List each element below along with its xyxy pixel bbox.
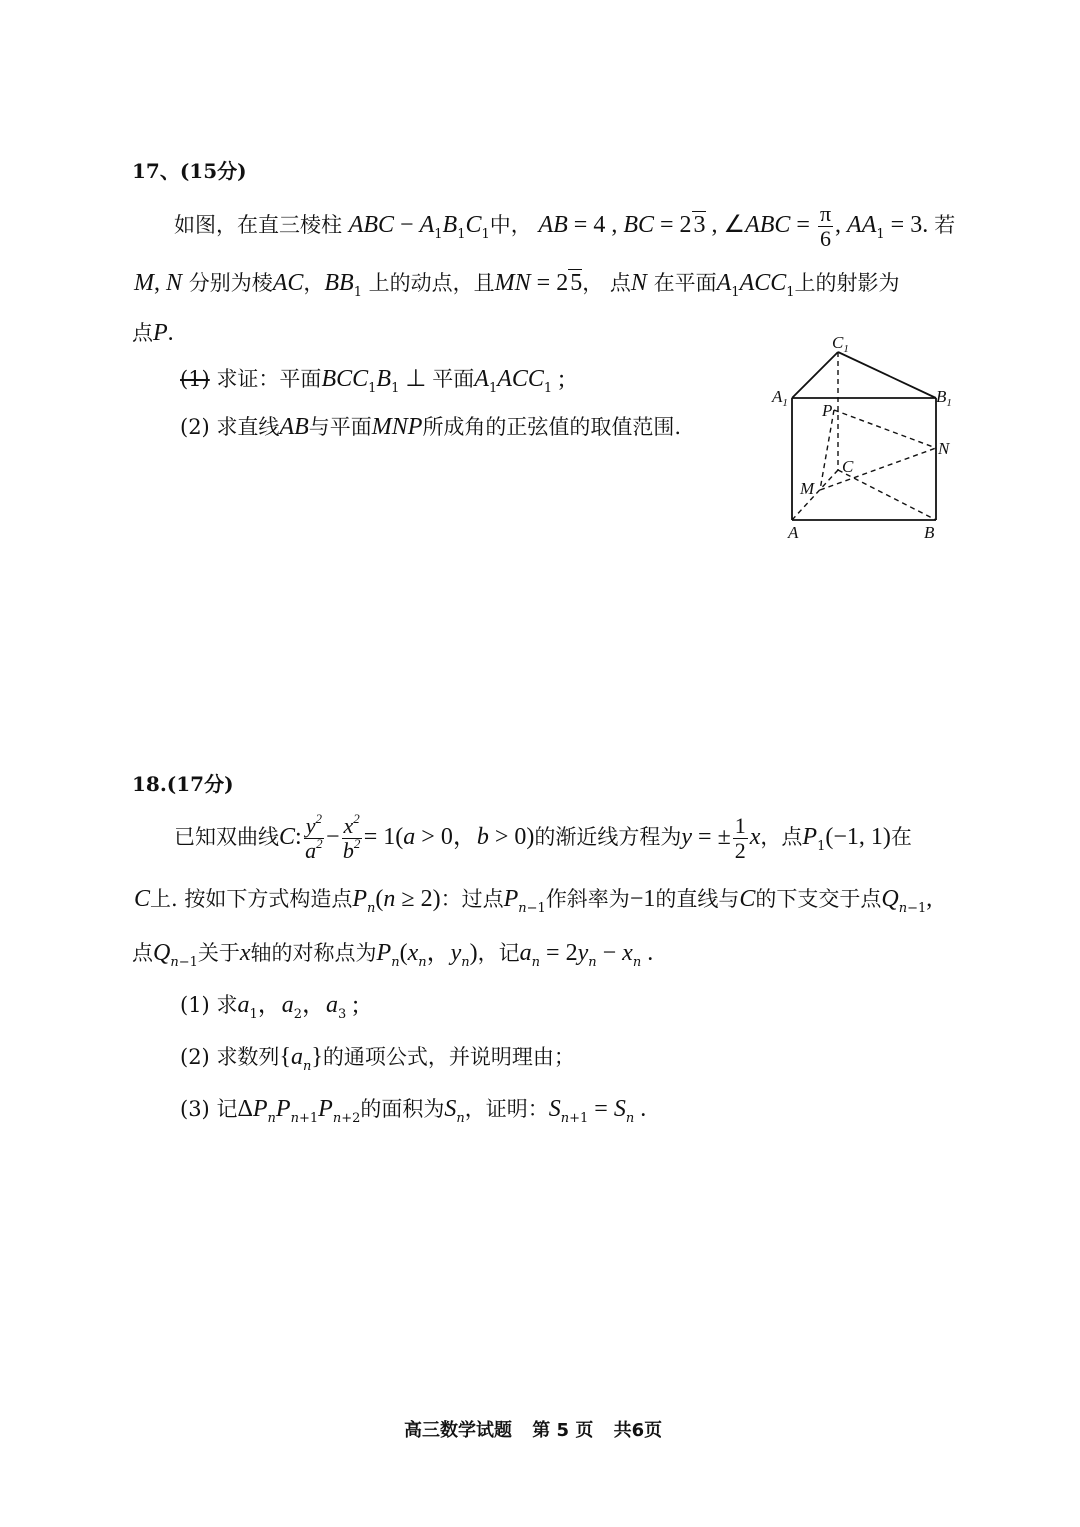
label-a: A — [788, 523, 799, 542]
page-footer — [404, 1416, 662, 1442]
q18-part2: (2) 求数列$\{a_n\}$的通项公式，并说明理由； — [180, 1044, 575, 1074]
prism-figure — [760, 330, 970, 550]
edge-c-b — [838, 470, 936, 520]
q17-line3: 点P. — [132, 320, 174, 346]
label-c: C — [842, 457, 854, 476]
footer-total: 共6页 — [613, 1420, 663, 1441]
q18-part3: (3) 记$\Delta P_nP_{n+1}P_{n+2}$的面积为$S_n$，证明：$S_{n+1} = S_n$ . — [180, 1096, 647, 1126]
label-n: N — [938, 439, 950, 458]
q17-part1: (1) 求证：平面$BCC_1B_1$ ⊥ 平面$A_1ACC_1$ ; — [180, 366, 565, 396]
segment-p-n — [834, 410, 936, 448]
edge-a1-c1 — [792, 352, 838, 398]
q18-line3: 点$Q_{n-1}$关于x轴的对称点为$P_n(x_n$，$y_n$)，记$a_n = 2y_n - x_n$ . — [132, 940, 654, 970]
label-a1: $A_1$ — [772, 387, 788, 409]
segment-p-m — [820, 410, 834, 490]
footer-page: 第 5 页 — [532, 1420, 594, 1441]
q18-intro-line: 已知双曲线C: $\frac{y^2}{a^2}$ − $\frac{x^2}{b^2}$ = 1(a > 0，b > 0)的渐近线方程为y = ± $\frac{1}{2}$ x，点$P_1(-1$, 1)在 — [174, 811, 912, 863]
q18-part1: (1) 求$a_1$，$a_2$，$a_3$ ; — [180, 992, 359, 1022]
label-b: B — [924, 523, 935, 542]
q17-part2: (2) 求直线AB与平面MNP所成角的正弦值的取值范围. — [180, 414, 682, 440]
label-p: P — [822, 401, 833, 420]
edge-a-c — [792, 470, 838, 520]
q17-heading: 17、(15分) — [132, 159, 247, 183]
footer-title: 高三数学试题 — [404, 1420, 512, 1441]
label-b1: $B_1$ — [936, 387, 952, 409]
label-m: M — [800, 479, 815, 498]
q17-line2: M, N 分别为棱AC，$BB_1$ 上的动点，且MN = 25， 点N 在平面$A_1ACC_1$上的射影为 — [134, 270, 900, 300]
edge-c1-b1 — [838, 352, 936, 398]
label-c1: $C_1$ — [832, 333, 849, 355]
q18-heading: 18.(17分) — [132, 772, 234, 796]
q18-line2: C上. 按如下方式构造点$P_n(n \ge 2)$：过点$P_{n-1}$作斜率为−1的直线与C的下支交于点$Q_{n-1}$, — [134, 886, 933, 916]
q17-intro-line: 如图，在直三棱柱 ABC − $A_1B_1C_1$中， AB = 4 , BC = 23 , ∠ABC = $\frac{\pi}{6}$ , $AA_1 = 3$. 若 — [174, 201, 956, 251]
